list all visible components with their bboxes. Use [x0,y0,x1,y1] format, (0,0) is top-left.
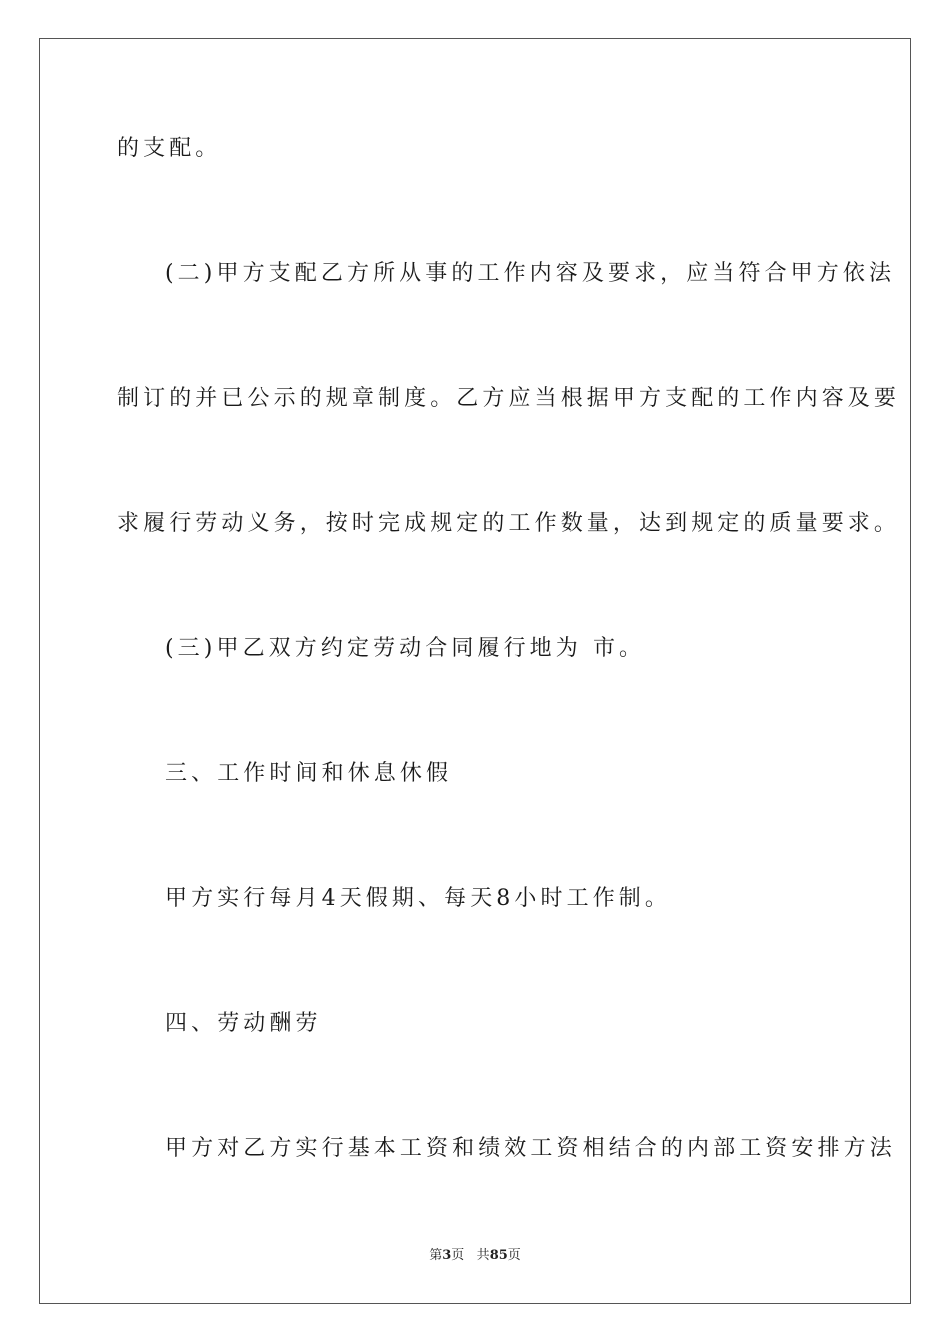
total-prefix: 共 [476,1248,490,1263]
total-pages: 85 [489,1248,508,1263]
paragraph-line-4: 求履行劳动义务，按时完成规定的工作数量，达到规定的质量要求。 [117,511,901,536]
page-suffix: 页 [451,1248,465,1263]
page-border [39,38,911,1304]
page-prefix: 第 [429,1248,443,1263]
paragraph-line-5: (三)甲乙双方约定劳动合同履行地为 市。 [165,636,646,661]
section-heading-4: 四、劳动酬劳 [165,1011,322,1036]
page-footer [0,1246,950,1266]
paragraph-line-6: 甲方实行每月4天假期、每天8小时工作制。 [165,886,671,911]
paragraph-line-3: 制订的并已公示的规章制度。乙方应当根据甲方支配的工作内容及要 [117,386,901,411]
paragraph-line-2: (二)甲方支配乙方所从事的工作内容及要求，应当符合甲方依法 [165,261,896,286]
total-suffix: 页 [507,1248,521,1263]
page-number: 3 [442,1248,452,1263]
paragraph-line-7: 甲方对乙方实行基本工资和绩效工资相结合的内部工资安排方法 [165,1136,896,1161]
section-heading-3: 三、工作时间和休息休假 [165,761,453,786]
paragraph-line-1: 的支配。 [117,136,222,161]
